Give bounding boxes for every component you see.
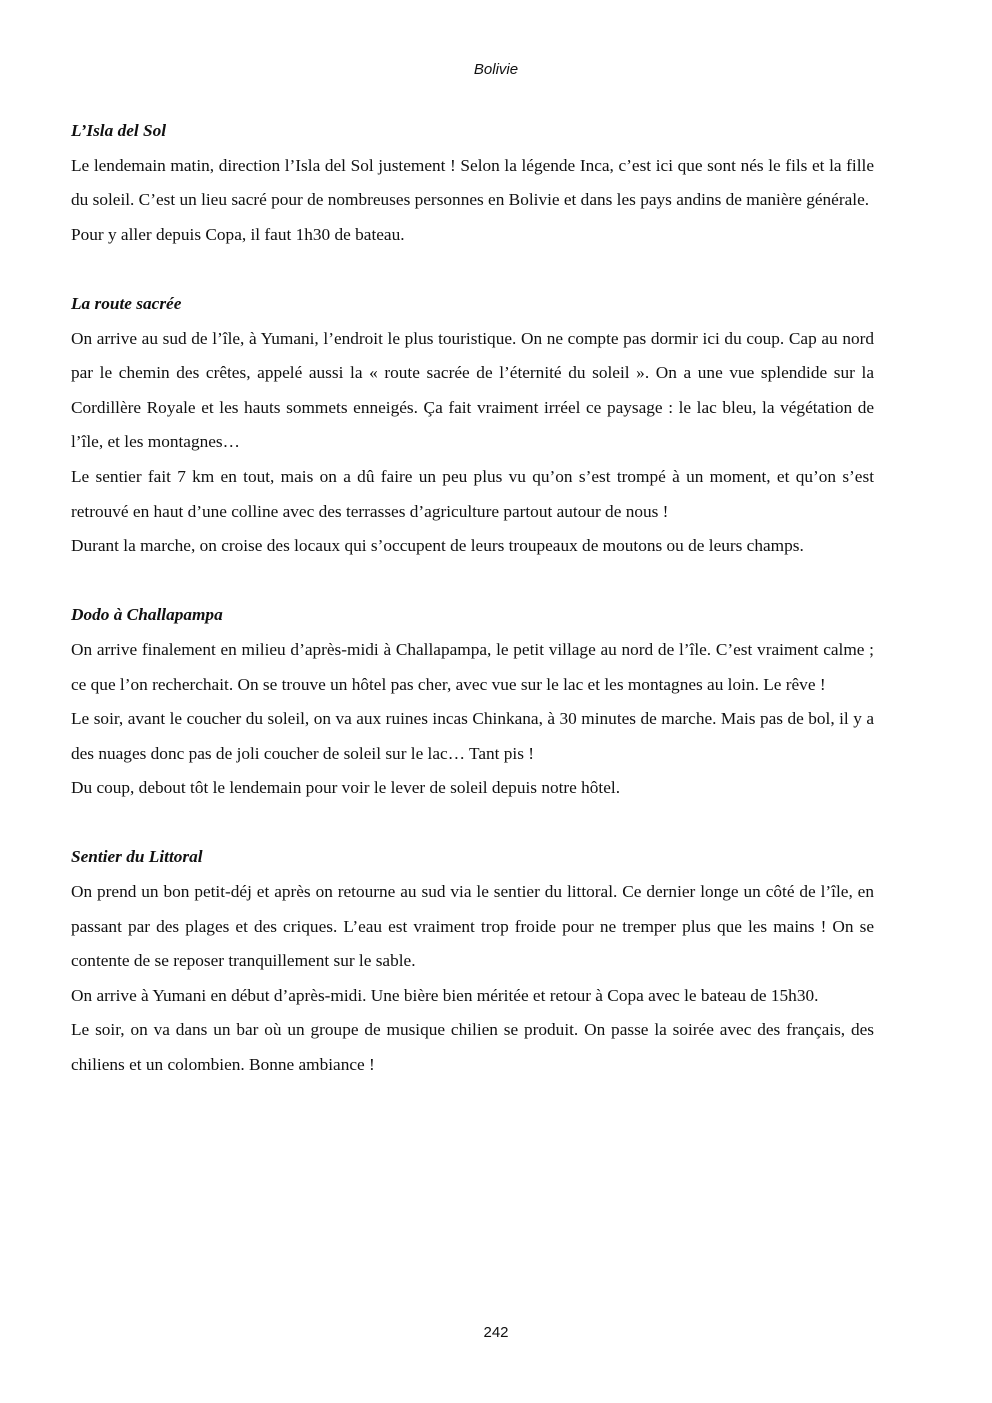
paragraph: Durant la marche, on croise des locaux qui s’occupent de leurs troupeaux de moutons ou de leurs champs.: [71, 536, 804, 556]
paragraph: On arrive au sud de l’île, à Yumani, l’endroit le plus touristique. On ne compte pas dormir ici du coup. Cap au nord par le chemin des crêtes, appelé aussi la « route sacrée de l’éternité du soleil ». On a une vue splendide sur la Cordillère Royale et les hauts sommets enneigés. Ça fait vraiment irréel ce paysage : le lac bleu, la végétation de l’île, et les montagnes…: [71, 328, 874, 452]
section-route-sacree: [71, 287, 874, 564]
paragraph: On arrive finalement en milieu d’après-midi à Challapampa, le petit village au nord de l’île. C’est vraiment calme ; ce que l’on recherchait. On se trouve un hôtel pas cher, avec vue sur le lac et les montagnes au loin. Le rêve !: [71, 639, 874, 694]
page-number: 242: [483, 1324, 509, 1341]
section-sentier-littoral: [71, 840, 874, 1082]
paragraph: On prend un bon petit-déj et après on retourne au sud via le sentier du littoral. Ce dernier longe un côté de l’île, en passant par des plages et des criques. L’eau est vraiment trop froide pour ne tremper plus que les mains ! On se contente de se reposer tranquillement sur le sable.: [71, 882, 874, 971]
paragraph: Le sentier fait 7 km en tout, mais on a dû faire un peu plus vu qu’on s’est trompé à un moment, et qu’on s’est retrouvé en haut d’une colline avec des terrasses d’agriculture partout autour de nous !: [71, 466, 874, 521]
paragraph: Le soir, avant le coucher du soleil, on va aux ruines incas Chinkana, à 30 minutes de marche. Mais pas de bol, il y a des nuages donc pas de joli coucher de soleil sur le lac… Tant pis !: [71, 709, 874, 763]
section-title: L’Isla del Sol: [71, 121, 167, 140]
section-title: Dodo à Challapampa: [71, 605, 223, 625]
section-title: Sentier du Littoral: [71, 847, 203, 867]
section-isla-del-sol: [71, 114, 874, 252]
section-dodo-challapampa: [71, 598, 874, 806]
paragraph: Le soir, on va dans un bar où un groupe de musique chilien se produit. On passe la soirée avec des français, des chiliens et un colombien. Bonne ambiance !: [71, 1020, 874, 1075]
running-header: Bolivie: [473, 61, 519, 78]
section-title: La route sacrée: [71, 293, 182, 313]
paragraph: Pour y aller depuis Copa, il faut 1h30 de bateau.: [71, 224, 405, 244]
paragraph: Du coup, debout tôt le lendemain pour voir le lever de soleil depuis notre hôtel.: [71, 778, 621, 798]
page-body: [71, 114, 874, 1117]
paragraph: Le lendemain matin, direction l’Isla del Sol justement ! Selon la légende Inca, c’est ici que sont nés le fils et la fille du soleil. C’est un lieu sacré pour de nombreuses personnes en Bolivie et dans les pays andins de manière générale.: [71, 155, 874, 210]
paragraph: On arrive à Yumani en début d’après-midi. Une bière bien méritée et retour à Copa avec le bateau de 15h30.: [71, 985, 819, 1005]
